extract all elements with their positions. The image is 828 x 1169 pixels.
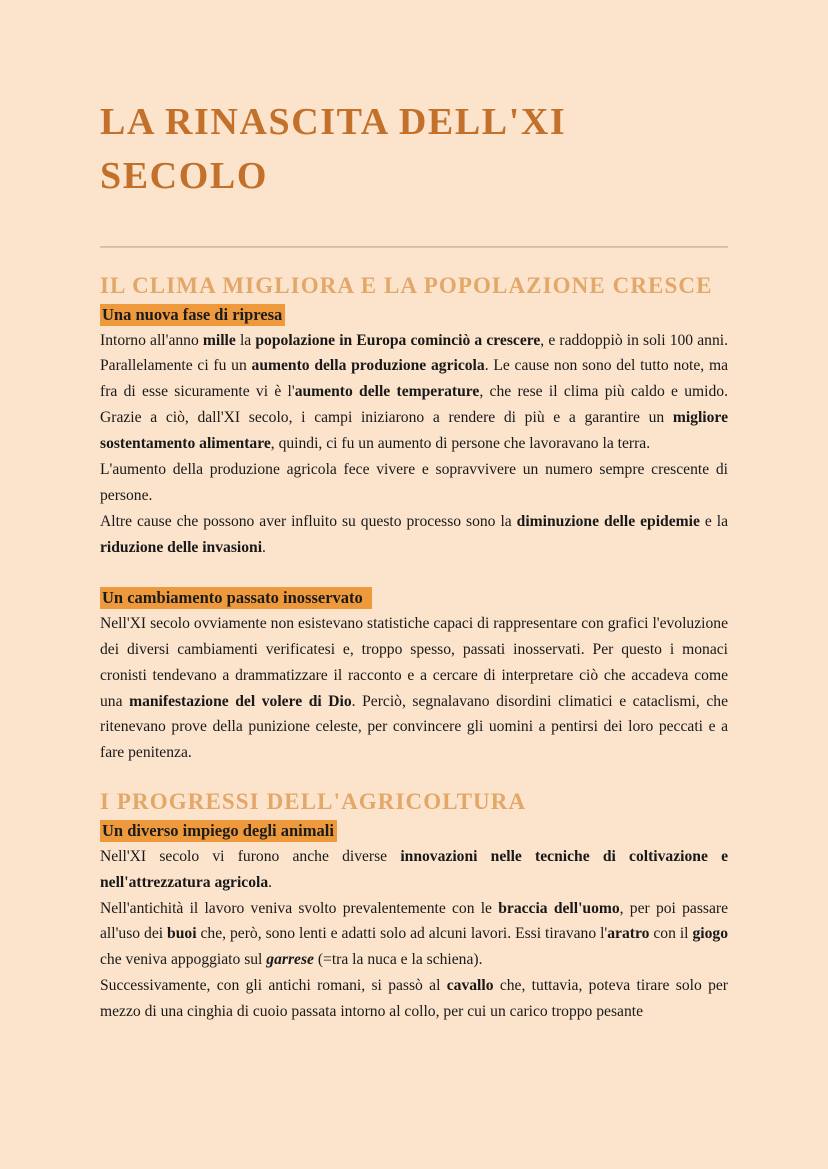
text-run: . Perciò, segnalavano disordini climatici e cataclismi, che ritenevano prove della punizione celeste, per convincere gli uomini a pentirsi dei loro peccati e a fare penitenza. — [100, 692, 728, 762]
emphasis-diminuzione-epidemie: diminuzione delle epidemie — [516, 512, 700, 530]
text-run: Nell'XI secolo ovviamente non esistevano statistiche capaci di rappresentare con grafici l'evoluzione dei diversi cambiamenti verificatesi e, troppo spesso, passati inosservati. Per questo i monaci cronisti tendevano a drammatizzare il racconto e a cercare di interpretare ciò che accadeva come una — [100, 614, 728, 710]
emphasis-garrese: garrese — [266, 951, 314, 969]
text-run: , e raddoppiò in soli 100 anni. Parallelamente ci fu un — [100, 331, 728, 375]
paragraph-antichita — [100, 896, 728, 974]
text-run: . — [268, 873, 273, 891]
paragraph-cavallo — [100, 973, 728, 1025]
emphasis-aratro: aratro — [607, 925, 650, 943]
text-run: Nell'XI secolo vi furono anche diverse — [100, 847, 401, 865]
text-run: che, tuttavia, poteva tirare solo per mezzo di una cinghia di cuoio passata intorno al collo, per cui un carico troppo pesante — [100, 977, 728, 1021]
text-run: . — [262, 538, 266, 556]
subsection-heading-ripresa: Una nuova fase di ripresa — [100, 304, 285, 326]
emphasis-braccia-uomo: braccia dell'uomo — [498, 899, 620, 917]
title-divider — [100, 246, 728, 248]
emphasis-giogo: giogo — [692, 925, 729, 943]
text-run: Successivamente, con gli antichi romani, si passò al — [100, 977, 447, 995]
text-run: Nell'antichità il lavoro veniva svolto prevalentemente con le — [100, 899, 499, 917]
subsection-heading-cambiamento-wrap — [100, 586, 728, 609]
paragraph-innovazioni — [100, 844, 728, 896]
text-run: la — [235, 331, 256, 349]
section-heading-clima: IL CLIMA MIGLIORA E LA POPOLAZIONE CRESCE — [100, 272, 713, 298]
text-run: , quindi, ci fu un aumento di persone che lavoravano la terra. — [270, 435, 651, 453]
text-run: con il — [649, 925, 693, 943]
page-title: LA RINASCITA DELL'XI SECOLO — [100, 101, 567, 197]
text-run: . Le cause non sono del tutto note, ma fra di esse sicuramente vi è l' — [100, 357, 728, 401]
emphasis-mille: mille — [202, 331, 236, 349]
emphasis-volere-di-dio: manifestazione del volere di Dio — [129, 692, 352, 710]
subsection-heading-animali-wrap — [100, 819, 728, 842]
emphasis-buoi: buoi — [167, 925, 197, 943]
emphasis-sostentamento: migliore sostentamento alimentare — [100, 409, 728, 453]
text-run: , per poi passare all'uso dei — [100, 899, 729, 943]
text-run: , che rese il clima più caldo e umido. Grazie a ciò, dall'XI secolo, i campi iniziarono a rendere di più e a garantire un — [100, 383, 728, 427]
paragraph-statistiche — [100, 611, 728, 766]
section-spacer — [100, 766, 728, 786]
emphasis-produzione-agricola: aumento della produzione agricola — [251, 357, 485, 375]
emphasis-innovazioni: innovazioni nelle tecniche di coltivazione e nell'attrezzatura agricola — [100, 847, 728, 891]
text-run: Altre cause che possono aver influito su questo processo sono la — [100, 512, 517, 530]
subsection-heading-cambiamento: Un cambiamento passato inosservato — [100, 587, 372, 609]
emphasis-temperature: aumento delle temperature — [294, 383, 480, 401]
emphasis-popolazione-europa: popolazione in Europa cominciò a crescere — [255, 331, 541, 349]
emphasis-cavallo: cavallo — [446, 977, 494, 995]
emphasis-riduzione-invasioni: riduzione delle invasioni — [100, 538, 263, 556]
section-heading-agricoltura: I PROGRESSI DELL'AGRICOLTURA — [100, 789, 527, 815]
text-run: che, però, sono lenti e adatti solo ad alcuni lavori. Essi tiravano l' — [196, 925, 608, 943]
subsection-heading-animali: Un diverso impiego degli animali — [100, 820, 337, 842]
section-spacer — [100, 560, 728, 586]
paragraph-popolazione — [100, 328, 728, 457]
text-run: e la — [699, 512, 728, 530]
text-run: Intorno all'anno — [100, 331, 203, 349]
text-run: (=tra la nuca e la schiena). — [313, 951, 483, 969]
paragraph-altre-cause — [100, 509, 728, 561]
paragraph-aumento-produzione: L'aumento della produzione agricola fece vivere e sopravvivere un numero sempre crescente di persone. — [100, 460, 728, 504]
document-content — [100, 96, 728, 1025]
text-run: che veniva appoggiato sul — [100, 951, 267, 969]
subsection-heading-ripresa-wrap — [100, 303, 728, 326]
